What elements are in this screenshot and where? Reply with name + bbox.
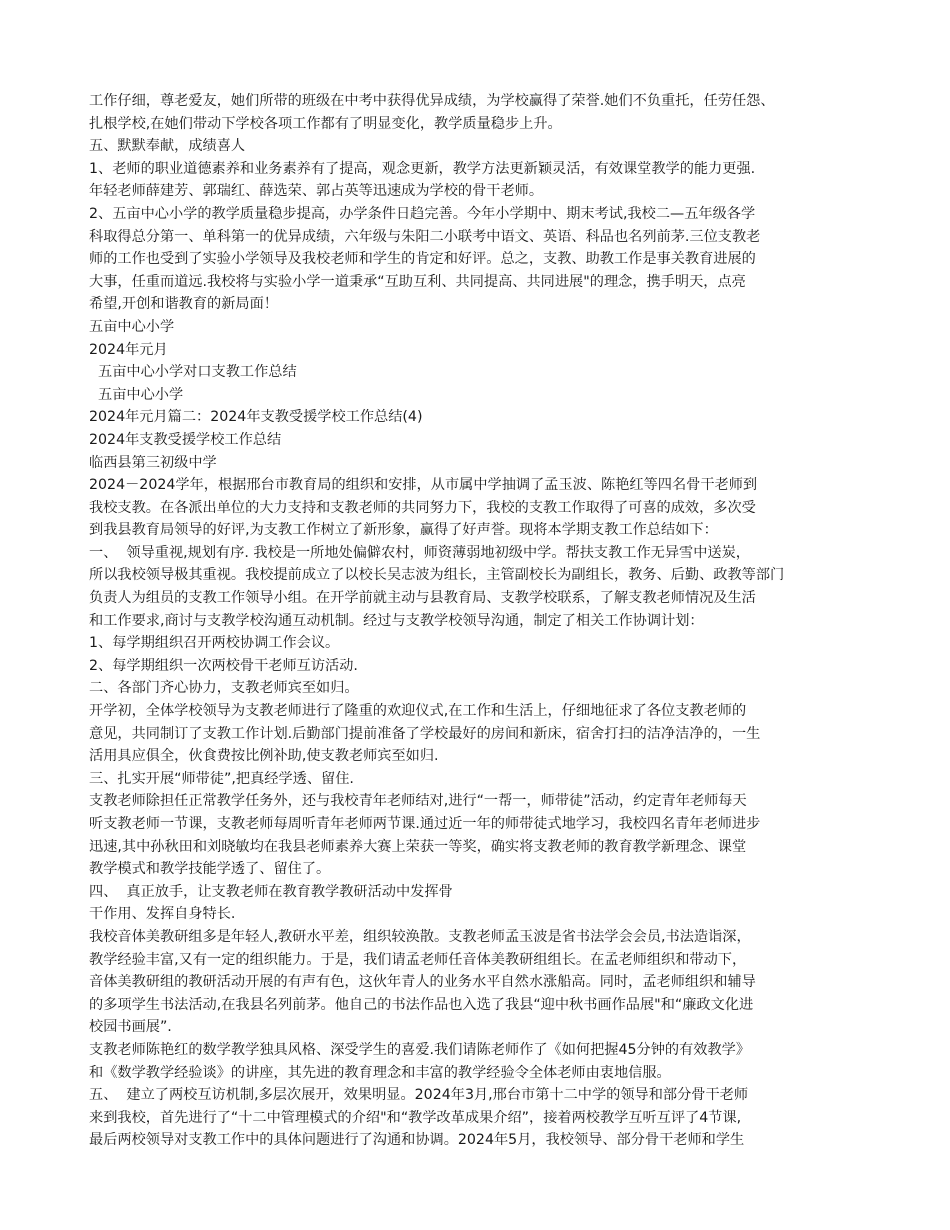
text-line: 和《数学教学经验谈》的讲座，其先进的教育理念和丰富的教学经验令全体老师由衷地信服。 bbox=[89, 1064, 671, 1081]
text-line: 2、五亩中心小学的教学质量稳步提高，办学条件日趋完善。今年小学期中、期末考试,我校二—五年级各学 bbox=[89, 205, 756, 222]
text-line: 的多项学生书法活动,在我县名列前茅。他自己的书法作品也入选了我县“迎中秋书画作品展"和“廉政文化进 bbox=[89, 996, 754, 1013]
document-title: 2024年支教受援学校工作总结 bbox=[89, 431, 282, 448]
text-line: 最后两校领导对支教工作中的具体问题进行了沟通和协调。2024年5月，我校领导、部分骨干老师和学生 bbox=[89, 1132, 745, 1149]
text-line: 支教老师除担任正常教学任务外，还与我校青年老师结对,进行“一帮一，师带徒”活动，约定青年老师每天 bbox=[89, 793, 747, 810]
text-line: 意见，共同制订了支教工作计划.后勤部门提前准备了学校最好的房间和新床，宿舍打扫的洁净洁净的，一生 bbox=[89, 725, 761, 742]
text-line: 2024－2024学年，根据邢台市教育局的组织和安排，从市属中学抽调了孟玉波、陈艳红等四名骨干老师到 bbox=[89, 477, 758, 494]
text-line: 和工作要求,商讨与支教学校沟通互动机制。经过与支教学校领导沟通，制定了相关工作协调计划： bbox=[89, 612, 704, 629]
text-line: 希望,开创和谐教育的新局面！ bbox=[89, 296, 278, 313]
text-line: 我校音体美教研组多是年轻人,教研水平差，组织较涣散。支教老师孟玉波是省书法学会会员,书法造诣深， bbox=[89, 928, 751, 945]
text-line: 教学经验丰富,又有一定的组织能力。于是，我们请孟老师任音体美教研组组长。在孟老师组织和带动下， bbox=[89, 951, 747, 968]
text-line: 迅速,其中孙秋田和刘晓敏均在我县老师素养大赛上荣获一等奖，确实将支教老师的教育教学新理念、课堂 bbox=[89, 838, 747, 855]
text-line: 年轻老师薛建芳、郭瑞红、薛选荣、郭占英等迅速成为学校的骨干老师。 bbox=[89, 183, 544, 200]
text-line: 来到我校，首先进行了“十二中管理模式的介绍"和“教学改革成果介绍”，接着两校教学互听互评了4节课, bbox=[89, 1109, 742, 1126]
section-heading: 一、 领导重视,规划有序. 我校是一所地处偏僻农村，师资薄弱地初级中学。帮扶支教工作无异雪中送炭， bbox=[89, 544, 750, 561]
text-line: 五亩中心小学对口支教工作总结 bbox=[89, 364, 297, 381]
text-line: 扎根学校,在她们带动下学校各项工作都有了明显变化，教学质量稳步上升。 bbox=[89, 115, 562, 132]
signature-school: 五亩中心小学 bbox=[89, 318, 175, 335]
text-line: 科取得总分第一、单科第一的优异成绩，六年级与朱阳二小联考中语文、英语、科品也名列前茅.三位支教老 bbox=[89, 228, 761, 245]
text-line: 我校支教。在各派出单位的大力支持和支教老师的共同努力下，我校的支教工作取得了可喜的成效，多次受 bbox=[89, 499, 756, 516]
signature-date: 2024年元月 bbox=[89, 341, 168, 358]
list-item: 2、每学期组织一次两校骨干老师互访活动. bbox=[89, 657, 358, 674]
document-body bbox=[89, 90, 889, 1152]
text-line: 校园书画展”. bbox=[89, 1019, 172, 1036]
text-line: 工作仔细，尊老爱友，她们所带的班级在中考中获得优异成绩，为学校赢得了荣誉.她们不负重托，任劳任怨、 bbox=[89, 93, 775, 109]
text-line: 活用具应俱全，伙食费按比例补助,使支教老师宾至如归. bbox=[89, 748, 439, 765]
text-line: 干作用、发挥自身特长. bbox=[89, 906, 236, 923]
section-heading: 五、默默奉献，成绩喜人 bbox=[89, 138, 246, 155]
text-line: 大事，任重而道远.我校将与实验小学一道秉承“互助互利、共同提高、共同进展"的理念，携手明天，点亮 bbox=[89, 273, 746, 290]
text-line: 教学模式和教学技能学透了、留住了。 bbox=[89, 861, 331, 878]
text-line: 师的工作也受到了实验小学领导及我校老师和学生的肯定和好评。总之，支教、助教工作是事关教育进展的 bbox=[89, 251, 756, 268]
section-heading: 四、 真正放手，让支教老师在教育教学教研活动中发挥骨 bbox=[89, 883, 453, 900]
section-heading: 三、扎实开展“师带徒”,把真经学透、留住. bbox=[89, 770, 354, 787]
text-line: 五亩中心小学 bbox=[89, 386, 184, 403]
text-line: 1、老师的职业道德素养和业务素养有了提高，观念更新，教学方法更新颖灵活，有效课堂教学的能力更强. bbox=[89, 160, 756, 177]
section-heading: 五、 建立了两校互访机制,多层次展开，效果明显。2024年3月,邢台市第十二中学的领导和部分骨干老师 bbox=[89, 1087, 749, 1104]
text-line: 到我县教育局领导的好评,为支教工作树立了新形象，赢得了好声誉。现将本学期支教工作总结如下： bbox=[89, 522, 718, 539]
text-line: 支教老师陈艳红的数学教学独具风格、深受学生的喜爱.我们请陈老师作了《如何把握45分钟的有效教学》 bbox=[89, 1041, 751, 1058]
text-line: 负责人为组员的支教工作领导小组。在开学前就主动与县教育局、支教学校联系，了解支教老师情况及生活 bbox=[89, 590, 756, 607]
text-line: 开学初，全体学校领导为支教老师进行了隆重的欢迎仪式,在工作和生活上，仔细地征求了各位支教老师的 bbox=[89, 703, 747, 720]
list-item: 1、每学期组织召开两校协调工作会议。 bbox=[89, 635, 340, 652]
text-line: 2024年元月篇二：2024年支教受援学校工作总结(4) bbox=[89, 409, 423, 426]
text-line: 听支教老师一节课，支教老师每周听青年老师两节课.通过近一年的师带徒式地学习，我校四名青年老师进步 bbox=[89, 816, 761, 832]
text-line: 所以我校领导极其重视。我校提前成立了以校长吴志波为组长，主管副校长为副组长，教务、后勤、政教等部门 bbox=[89, 567, 785, 584]
section-heading: 二、各部门齐心协力，支教老师宾至如归。 bbox=[89, 680, 359, 697]
text-line: 音体美教研组的教研活动开展的有声有色，这伙年青人的业务水平自然水涨船高。同时，孟老师组织和辅导 bbox=[89, 974, 756, 991]
school-name: 临西县第三初级中学 bbox=[89, 454, 217, 471]
